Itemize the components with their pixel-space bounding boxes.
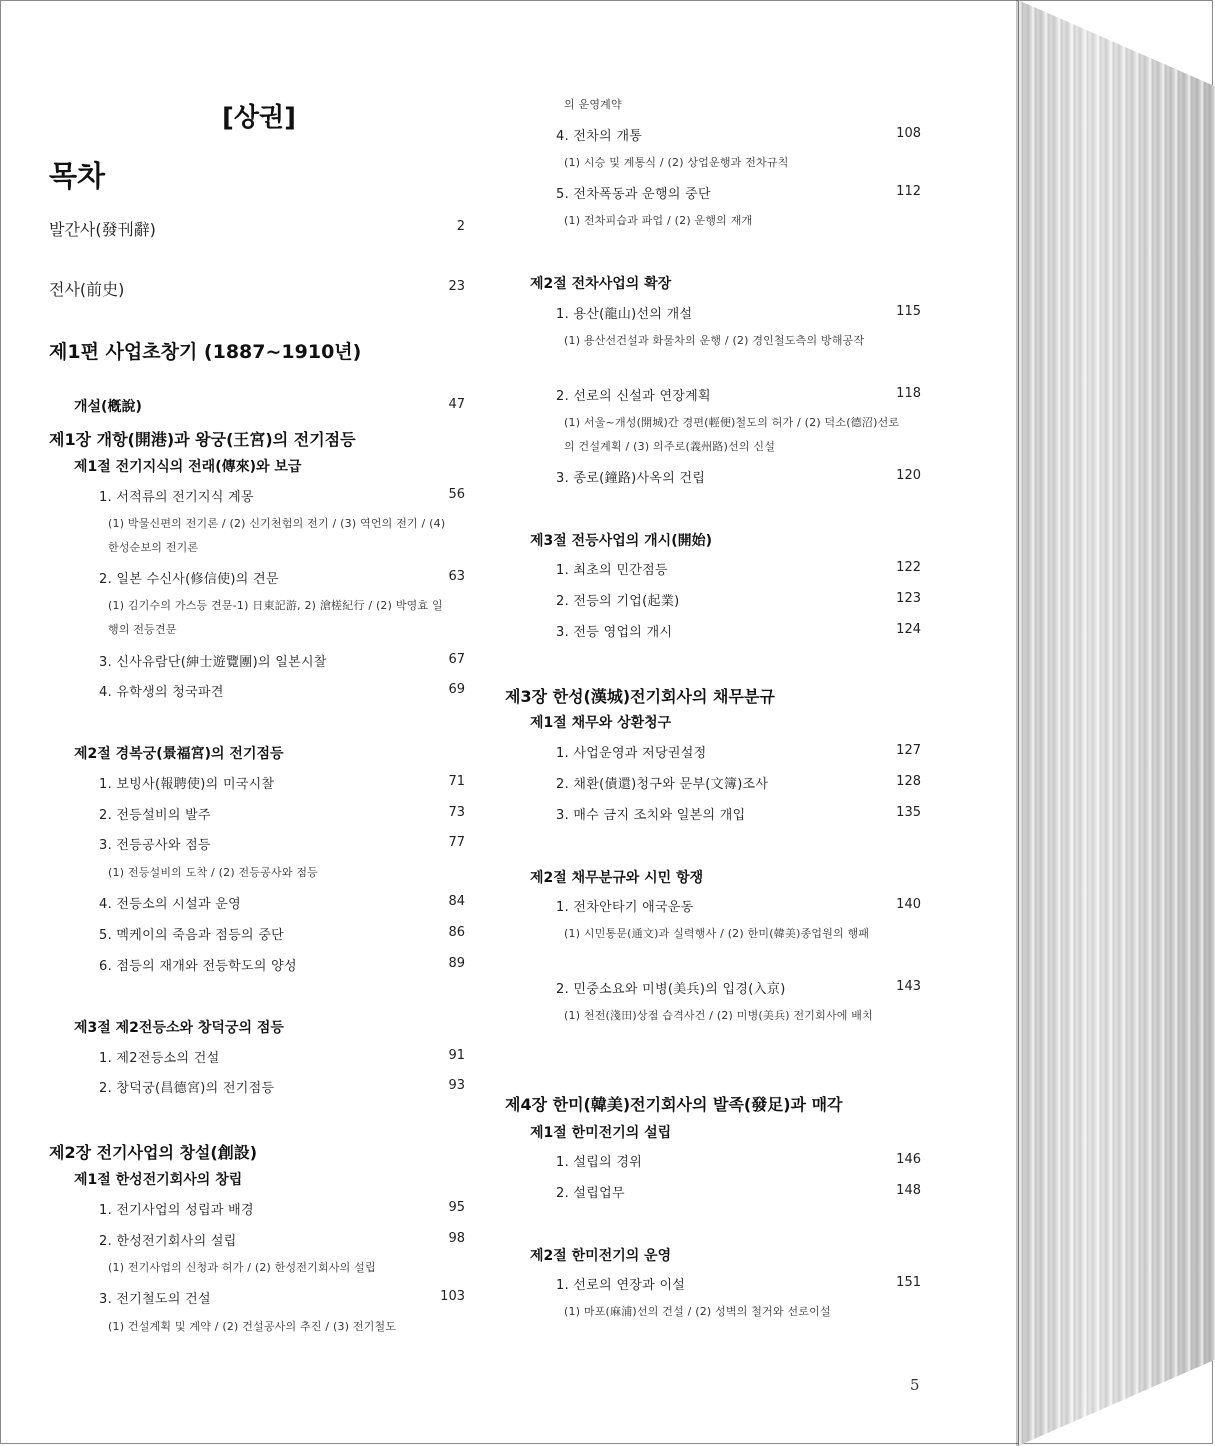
section-heading: 제3절 전등사업의 개시(開始) — [530, 533, 713, 549]
volume-label: [상권] — [222, 103, 296, 133]
toc-subentry: (1) 전기사업의 신청과 허가 / (2) 한성전기회사의 설립 — [108, 1261, 376, 1274]
toc-entry[interactable]: 1. 전차안타기 애국운동 — [556, 900, 694, 915]
chapter-heading: 제1장 개항(開港)과 왕궁(王宮)의 전기점등 — [49, 430, 356, 449]
toc-entry[interactable]: 2. 창덕궁(昌德宮)의 전기점등 — [99, 1081, 275, 1096]
toc-entry[interactable]: 3. 매수 금지 조치와 일본의 개입 — [556, 808, 746, 823]
section-heading: 제2절 경복궁(景福宮)의 전기점등 — [74, 746, 284, 762]
toc-entry[interactable]: 2. 선로의 신설과 연장계획 — [556, 389, 711, 404]
page-number: 95 — [448, 1200, 465, 1215]
toc-entry[interactable]: 3. 전등공사와 점등 — [99, 838, 211, 853]
toc-entry[interactable]: 1. 최초의 민간점등 — [556, 563, 668, 578]
toc-entry[interactable]: 1. 선로의 연장과 이설 — [556, 1278, 686, 1293]
page-number: 71 — [448, 774, 465, 789]
page-number: 140 — [896, 897, 921, 912]
page-stack-edge — [1018, 0, 1215, 1446]
section-heading: 제2절 전차사업의 확장 — [530, 276, 672, 292]
page-number: 127 — [896, 743, 921, 758]
toc-entry[interactable]: 1. 서적류의 전기지식 계몽 — [99, 490, 254, 505]
page-number: 103 — [440, 1289, 465, 1304]
section-heading: 제1절 한미전기의 설립 — [530, 1125, 672, 1141]
page-number: 23 — [448, 279, 465, 294]
page-number: 2 — [456, 219, 465, 234]
toc-entry[interactable]: 1. 설립의 경위 — [556, 1155, 643, 1170]
toc-entry[interactable]: 1. 용산(龍山)선의 개설 — [556, 307, 693, 322]
page-number: 98 — [448, 1231, 465, 1246]
toc-subentry: (1) 마포(麻浦)선의 건설 / (2) 성벽의 철거와 선로이설 — [564, 1305, 831, 1318]
toc-subentry: (1) 박물신편의 전기론 / (2) 신기천험의 전기 / (3) 역언의 전기 / (4) 한성순보의 전기론 — [108, 517, 446, 554]
toc-entry[interactable]: 4. 유학생의 청국파견 — [99, 685, 224, 700]
page-number: 151 — [896, 1275, 921, 1290]
toc-entry[interactable]: 4. 전등소의 시설과 운영 — [99, 897, 242, 912]
page-number: 128 — [896, 774, 921, 789]
page-number: 118 — [896, 386, 921, 401]
page-number: 115 — [896, 304, 921, 319]
page-number: 77 — [448, 835, 465, 850]
toc-entry[interactable]: 1. 제2전등소의 건설 — [99, 1051, 220, 1066]
toc-entry[interactable]: 1. 전기사업의 성립과 배경 — [99, 1203, 254, 1218]
toc-entry[interactable]: 2. 한성전기회사의 설립 — [99, 1234, 237, 1249]
page-number: 135 — [896, 805, 921, 820]
page-number: 86 — [448, 925, 465, 940]
toc-entry[interactable]: 6. 점등의 재개와 전등학도의 양성 — [99, 959, 297, 974]
section-heading: 제1절 전기지식의 전래(傳來)와 보급 — [74, 459, 302, 475]
toc-entry-prehistory[interactable]: 전사(前史) — [49, 280, 125, 299]
page-folio: 5 — [910, 1376, 920, 1394]
toc-subentry: (1) 전등설비의 도착 / (2) 전등공사와 점등 — [108, 866, 319, 879]
chapter-heading: 제2장 전기사업의 창설(創設) — [49, 1143, 258, 1162]
toc-subentry: (1) 전차피습과 파업 / (2) 운행의 재개 — [564, 214, 753, 227]
toc-subentry: (1) 서울~개성(開城)간 경편(輕便)철도의 허가 / (2) 덕소(德沼)선로의 건설계획 / (3) 의주로(義州路)선의 신설 — [564, 416, 900, 453]
toc-entry[interactable]: 1. 보빙사(報聘使)의 미국시찰 — [99, 777, 275, 792]
toc-entry[interactable]: 2. 전등의 기업(起業) — [556, 594, 680, 609]
toc-entry-overview[interactable]: 개설(槪說) — [74, 399, 142, 415]
toc-subentry: (1) 시승 및 계통식 / (2) 상업운행과 전차규칙 — [564, 156, 789, 169]
toc-subentry: (1) 천전(淺田)상점 습격사건 / (2) 미병(美兵) 전기회사에 배치 — [564, 1009, 873, 1022]
section-heading: 제3절 제2전등소와 창덕궁의 점등 — [74, 1020, 284, 1036]
page-number: 148 — [896, 1183, 921, 1198]
chapter-heading: 제3장 한성(漢城)전기회사의 채무분규 — [505, 687, 775, 706]
toc-entry[interactable]: 5. 멕케이의 죽음과 점등의 중단 — [99, 928, 285, 943]
section-heading: 제2절 채무분규와 시민 항쟁 — [530, 870, 704, 886]
page-number: 47 — [448, 397, 465, 412]
toc-entry[interactable]: 3. 전등 영업의 개시 — [556, 625, 673, 640]
section-heading: 제1절 한성전기회사의 창립 — [74, 1172, 243, 1188]
toc-entry[interactable]: 2. 민중소요와 미병(美兵)의 입경(入京) — [556, 982, 786, 997]
section-heading: 제2절 한미전기의 운영 — [530, 1248, 672, 1264]
toc-entry[interactable]: 4. 전차의 개통 — [556, 129, 643, 144]
page-number: 91 — [448, 1048, 465, 1063]
toc-subentry: (1) 건설계획 및 계약 / (2) 건설공사의 추진 / (3) 전기철도 — [108, 1320, 397, 1333]
toc-entry[interactable]: 2. 채환(債還)청구와 문부(文簿)조사 — [556, 777, 769, 792]
toc-entry[interactable]: 3. 전기철도의 건설 — [99, 1292, 211, 1307]
page-number: 112 — [896, 184, 921, 199]
page-number: 73 — [448, 805, 465, 820]
chapter-heading: 제4장 한미(韓美)전기회사의 발족(發足)과 매각 — [505, 1095, 843, 1114]
toc-entry[interactable]: 1. 사업운영과 저당권설정 — [556, 746, 707, 761]
toc-subentry: (1) 시민통문(通文)과 실력행사 / (2) 한미(韓美)종업원의 행패 — [564, 927, 870, 940]
page-number: 120 — [896, 468, 921, 483]
page-number: 67 — [448, 652, 465, 667]
toc-subentry: (1) 용산선건설과 화물차의 운행 / (2) 경인철도측의 방해공작 — [564, 334, 865, 347]
toc-entry[interactable]: 2. 일본 수신사(修信使)의 견문 — [99, 572, 279, 587]
toc-entry[interactable]: 5. 전차폭동과 운행의 중단 — [556, 187, 711, 202]
toc-entry[interactable]: 2. 설립업무 — [556, 1186, 625, 1201]
part-heading: 제1편 사업초창기 (1887~1910년) — [49, 341, 362, 363]
page-number: 146 — [896, 1152, 921, 1167]
page-number: 56 — [448, 487, 465, 502]
toc-entry-foreword[interactable]: 발간사(發刊辭) — [49, 220, 156, 239]
page-number: 63 — [448, 569, 465, 584]
toc-subentry: 의 운영계약 — [564, 98, 622, 111]
section-heading: 제1절 채무와 상환청구 — [530, 715, 672, 731]
page-number: 124 — [896, 622, 921, 637]
page-number: 89 — [448, 956, 465, 971]
page-number: 84 — [448, 894, 465, 909]
toc-entry[interactable]: 2. 전등설비의 발주 — [99, 808, 211, 823]
page-number: 122 — [896, 560, 921, 575]
page-number: 123 — [896, 591, 921, 606]
toc-entry[interactable]: 3. 신사유람단(紳士遊覽團)의 일본시찰 — [99, 655, 327, 670]
page-number: 69 — [448, 682, 465, 697]
page-number: 143 — [896, 979, 921, 994]
page-number: 93 — [448, 1078, 465, 1093]
toc-subentry: (1) 김기수의 가스등 견문-1) 日東記游, 2) 滄槎紀行 / (2) 박영효 일행의 전등견문 — [108, 599, 443, 636]
toc-title: 목차 — [49, 159, 106, 193]
page-number: 108 — [896, 126, 921, 141]
toc-entry[interactable]: 3. 종로(鐘路)사옥의 건립 — [556, 471, 706, 486]
